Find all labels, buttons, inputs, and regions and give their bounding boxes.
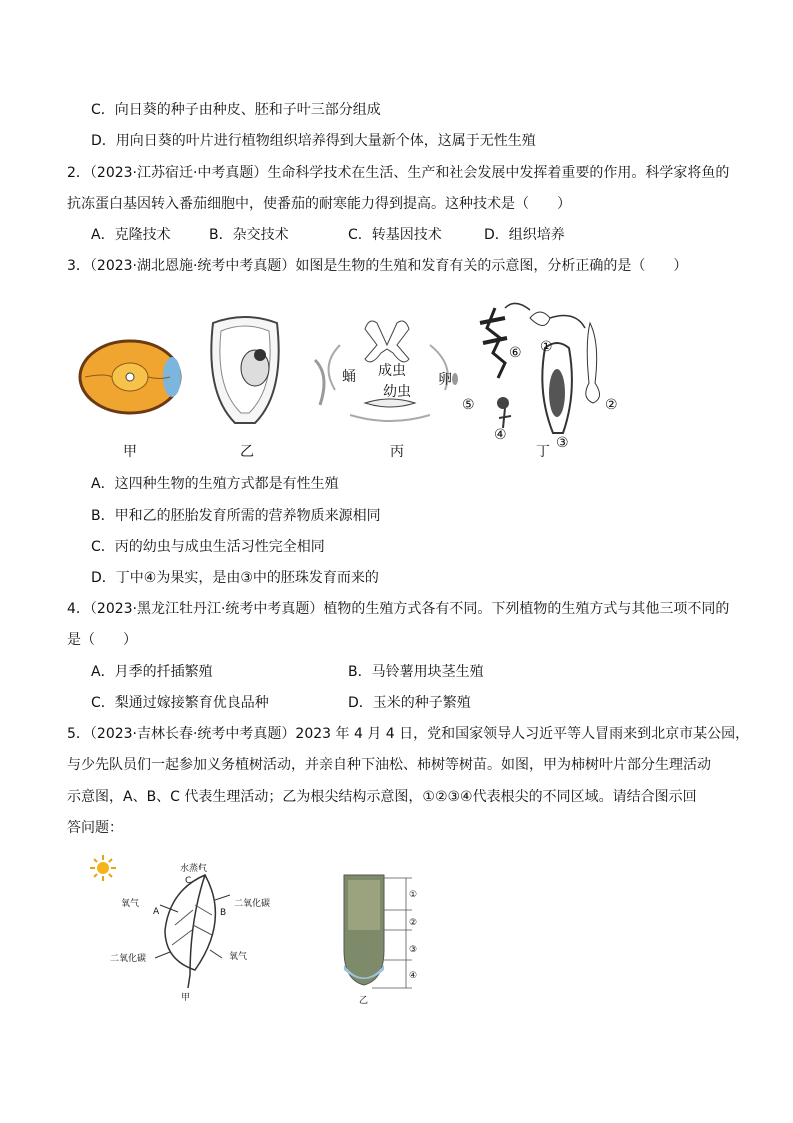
label-root-4: ④	[409, 971, 418, 981]
label-C: C	[185, 876, 192, 886]
q4-option-c: C．梨通过嫁接繁育优良品种	[91, 695, 269, 711]
q3-option-b: B．甲和乙的胚胎发育所需的营养物质来源相同	[91, 508, 381, 524]
label-pupa: 蛹	[342, 369, 356, 385]
q3-option-c: C．丙的幼虫与成虫生活习性完全相同	[91, 539, 325, 555]
leaf-diagram	[150, 870, 230, 990]
label-root-3: ③	[409, 945, 418, 955]
uterus-embryo-diagram	[205, 313, 285, 428]
label-circle-5: ⑤	[462, 397, 475, 413]
q2-option-c: C．转基因技术	[348, 227, 442, 243]
label-co2-right: 二氧化碳	[234, 899, 271, 909]
label-egg: 卵	[438, 372, 452, 388]
label-circle-2: ②	[605, 397, 618, 413]
q1-option-d: D．用向日葵的叶片进行植物组织培养得到大量新个体，这属于无性生殖	[91, 133, 536, 149]
label-o2-left: 氧气	[121, 899, 140, 909]
q3-option-d: D．丁中④为果实，是由③中的胚珠发育而来的	[91, 570, 379, 586]
q3-stem: 3．（2023·湖北恩施·统考中考真题）如图是生物的生殖和发育有关的示意图，分析正确的是（ ）	[67, 258, 688, 274]
label-bing: 丙	[390, 444, 404, 460]
label-root-2: ②	[409, 918, 418, 928]
label-ding: 丁	[536, 444, 550, 460]
q2-stem-line2: 抗冻蛋白基因转入番茄细胞中，使番茄的耐寒能力得到提高。这种技术是（ ）	[67, 196, 571, 212]
label-larva: 幼虫	[383, 384, 411, 400]
q2-option-b: B．杂交技术	[209, 227, 289, 243]
q2-stem-line1: 2．（2023·江苏宿迁·中考真题）生命科学技术在生活、生产和社会发展中发挥着重要的作用。科学家将鱼的	[67, 165, 730, 181]
q4-option-d: D．玉米的种子繁殖	[348, 695, 471, 711]
label-co2-left: 二氧化碳	[110, 954, 147, 964]
q5-stem-line3: 示意图，A、B、C 代表生理活动；乙为根尖结构示意图，①②③④代表根尖的不同区域。请结合图示回	[67, 789, 697, 805]
q4-stem-line1: 4．（2023·黑龙江牡丹江·统考中考真题）植物的生殖方式各有不同。下列植物的生殖方式与其他三项不同的	[67, 601, 730, 617]
label-o2-right: 氧气	[229, 952, 248, 962]
label-circle-1: ①	[540, 339, 553, 355]
q5-stem-line4: 答问题：	[67, 820, 123, 836]
q2-option-d: D．组织培养	[484, 227, 565, 243]
label-water-vapor: 水蒸气	[180, 864, 208, 874]
label-B: B	[220, 908, 227, 918]
q5-stem-line2: 与少先队员们一起参加义务植树活动，并亲自种下油松、柿树等树苗。如图，甲为柿树叶片部分生理活动	[67, 757, 711, 773]
sun-icon	[90, 855, 116, 881]
q4-stem-line2: 是（ ）	[67, 632, 137, 648]
q4-option-b: B．马铃薯用块茎生殖	[348, 664, 484, 680]
label-root-yi: 乙	[359, 996, 369, 1006]
label-circle-6: ⑥	[509, 345, 522, 361]
label-root-1: ①	[409, 890, 418, 900]
plant-lifecycle-diagram	[465, 298, 640, 453]
q3-option-a: A．这四种生物的生殖方式都是有性生殖	[91, 476, 339, 492]
label-adult: 成虫	[378, 363, 406, 379]
q5-stem-line1: 5．（2023·吉林长春·统考中考真题）2023 年 4 月 4 日，党和国家领导人习近平等人冒雨来到北京市某公园，	[67, 726, 750, 742]
label-circle-3: ③	[556, 435, 569, 451]
label-yi: 乙	[240, 444, 254, 460]
label-A: A	[153, 907, 160, 917]
q4-option-a: A．月季的扦插繁殖	[91, 664, 213, 680]
q2-option-a: A．克隆技术	[91, 227, 171, 243]
q1-option-c: C．向日葵的种子由种皮、胚和子叶三部分组成	[91, 102, 381, 118]
label-jia: 甲	[123, 444, 137, 460]
label-leaf-jia: 甲	[181, 993, 191, 1003]
label-circle-4: ④	[494, 427, 507, 443]
egg-diagram	[75, 335, 185, 425]
